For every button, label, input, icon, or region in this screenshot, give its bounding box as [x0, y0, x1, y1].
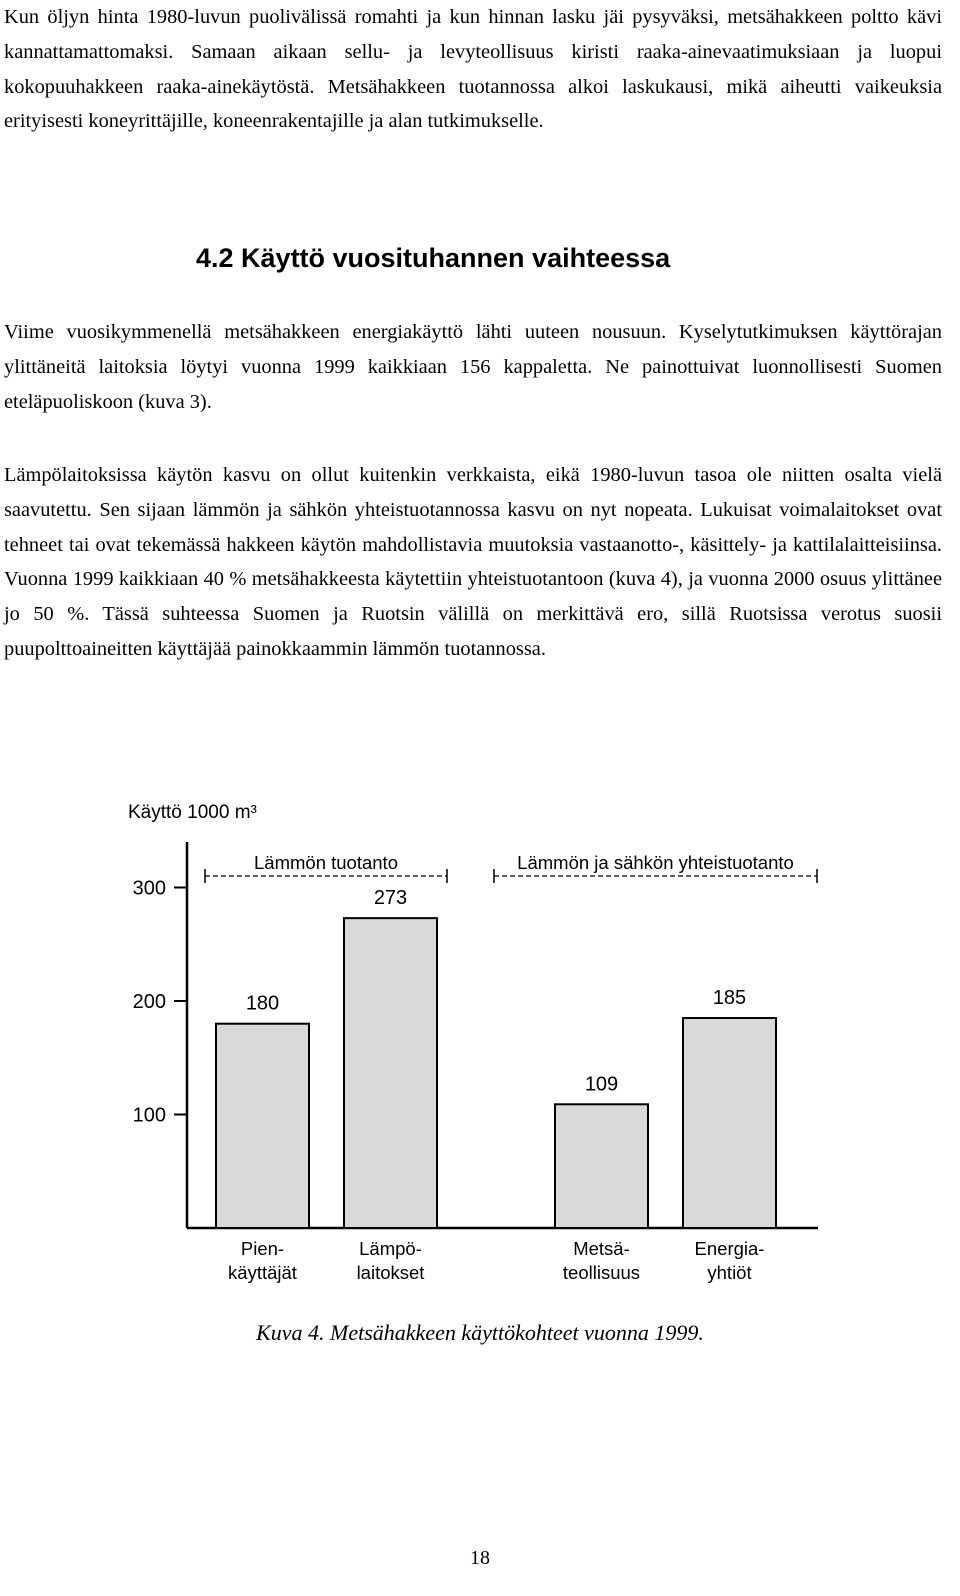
bar — [216, 1024, 309, 1228]
category-label: käyttäjät — [228, 1262, 297, 1283]
usage-paragraph: Viime vuosikymmenellä metsähakkeen energiakäyttö lähti uuteen nousuun. Kyselytutkimuksen käyttörajan ylittäneitä laitoksia löytyi vuonna 1999 kaikkiaan 156 kappaletta. Ne painottuivat luonnollisesti Suomen eteläpuoliskoon (kuva 3). — [4, 321, 942, 413]
figure-caption: Kuva 4. Metsähakkeen käyttökohteet vuonna 1999. — [256, 1320, 704, 1345]
page-number: 18 — [470, 1547, 490, 1569]
bar — [344, 918, 437, 1228]
usage-bar-chart — [0, 790, 960, 1300]
category-label: yhtiöt — [707, 1262, 752, 1283]
y-tick-label: 300 — [132, 877, 166, 900]
bar-value-label: 180 — [245, 992, 280, 1015]
category-label: teollisuus — [562, 1262, 641, 1283]
y-tick-label: 200 — [132, 991, 166, 1013]
section-heading: 4.2 Käyttö vuosituhannen vaihteessa — [196, 243, 671, 273]
group-label: Lämmön ja sähkön yhteistuotanto — [517, 852, 794, 873]
bar — [683, 1018, 776, 1228]
category-label: laitokset — [356, 1262, 425, 1283]
group-label: Lämmön tuotanto — [254, 852, 398, 873]
bar-value-label: 185 — [712, 987, 747, 1010]
intro-paragraph: Kun öljyn hinta 1980-luvun puolivälissä romahti ja kun hinnan lasku jäi pysyväksi, metsähakkeen poltto kävi kannattamattomaksi. Samaan aikaan sellu- ja levyteollisuus kiristi raaka-ainevaatimuksiaan ja luopui kokopuuhakkeen raaka-ainekäytöstä. Metsähakkeen tuotannossa alkoi laskukausi, mikä aiheutti vaikeuksia erityisesti koneyrittäjille, koneenrakentajille ja alan tutkimukselle. — [4, 6, 942, 133]
category-label: Lämpö- — [359, 1238, 422, 1259]
y-tick-label: 100 — [132, 1104, 166, 1127]
heat-plants-paragraph: Lämpölaitoksissa käytön kasvu on ollut kuitenkin verkkaista, eikä 1980-luvun tasoa ole niitten osalta vielä saavutettu. Sen sijaan lämmön ja sähkön yhteistuotannossa kasvu on nyt nopeata. Lukuisat voimalaitokset ovat tehneet tai ovat tekemässä hakkeen käytön mahdollistavia muutoksia vastaanotto-, käsittely- ja kattilalaitteisiinsa. Vuonna 1999 kaikkiaan 40 % metsähakkeesta käytettiin yhteistuotantoon (kuva 4), ja vuonna 2000 osuus ylittänee jo 50 %. Tässä suhteessa Suomen ja Ruotsin välillä on merkittävä ero, sillä Ruotsissa verotus suosii puupolttoaineitten käyttäjää painokkaammin lämmön tuotannossa. — [4, 464, 942, 660]
bar — [555, 1104, 648, 1228]
bar-value-label: 273 — [373, 887, 408, 910]
category-label: Metsä- — [573, 1238, 630, 1259]
bar-value-label: 109 — [584, 1073, 619, 1096]
category-label: Pien- — [240, 1238, 285, 1259]
y-axis-label: Käyttö 1000 m³ — [128, 802, 257, 823]
category-label: Energia- — [694, 1238, 765, 1259]
